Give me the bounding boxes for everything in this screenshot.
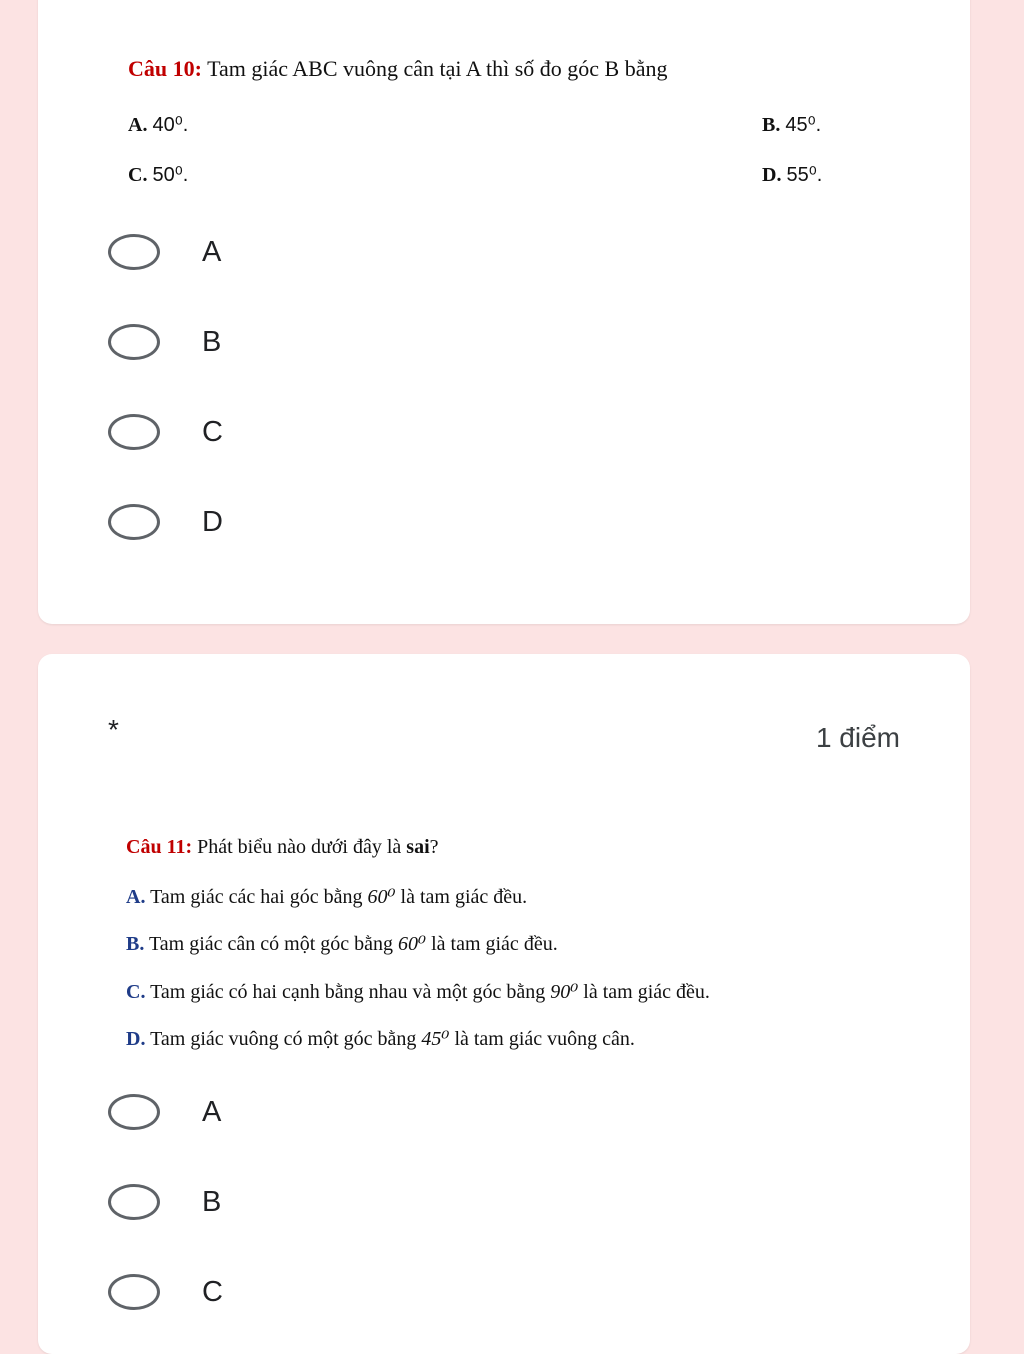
q11-option-a (126, 884, 527, 909)
radio-button[interactable] (108, 324, 160, 360)
q11-option-b-letter: B. (126, 933, 145, 955)
radio-label: C (202, 1275, 223, 1308)
question-10-text (128, 56, 667, 82)
q11-option-b-text-end: là tam giác đều. (426, 933, 558, 955)
q10-choice-c[interactable] (108, 410, 223, 454)
q10-choice-d[interactable] (108, 500, 223, 544)
q10-option-d-letter: D. (762, 164, 782, 186)
q10-option-c-value: 50⁰. (152, 164, 189, 186)
q10-option-d (762, 162, 822, 187)
question-11-prompt-end: ? (429, 836, 439, 858)
q11-choice-b[interactable] (108, 1180, 221, 1224)
points-label: 1 điểm (815, 722, 900, 753)
radio-button[interactable] (108, 1274, 160, 1310)
q11-option-b-text: Tam giác cân có một góc bằng (148, 933, 399, 955)
question-card-11 (38, 654, 970, 1354)
required-asterisk: * (108, 714, 119, 745)
radio-button[interactable] (108, 1094, 160, 1130)
question-10-label: Câu 10: (128, 56, 202, 81)
question-11-label: Câu 11: (126, 836, 193, 858)
q11-choice-a[interactable] (108, 1090, 221, 1134)
q10-option-b-value: 45⁰. (785, 114, 822, 136)
q10-option-c-letter: C. (128, 164, 148, 186)
question-card-10 (38, 0, 970, 624)
q11-option-d-text: Tam giác vuông có một góc bằng (150, 1028, 422, 1050)
question-11-text (126, 836, 439, 859)
q11-option-d-math: 45⁰ (421, 1028, 450, 1050)
q11-option-c (126, 979, 710, 1004)
q10-choice-a[interactable] (108, 230, 221, 274)
q11-choice-c[interactable] (108, 1270, 223, 1314)
radio-button[interactable] (108, 1184, 160, 1220)
q10-option-a-letter: A. (128, 114, 148, 136)
radio-label: B (202, 1185, 222, 1218)
question-11-prompt: Phát biểu nào dưới đây là (197, 836, 407, 858)
radio-label: C (202, 415, 223, 448)
q10-option-d-value: 55⁰. (786, 164, 823, 186)
q11-option-a-letter: A. (126, 886, 146, 908)
radio-label: A (202, 1095, 222, 1128)
q11-option-c-math: 90⁰ (550, 981, 579, 1003)
q11-option-c-text-end: là tam giác đều. (578, 981, 710, 1003)
q11-option-b (126, 931, 558, 956)
q11-option-c-letter: C. (126, 981, 146, 1003)
radio-button[interactable] (108, 414, 160, 450)
q11-option-d (126, 1026, 635, 1051)
q11-option-c-text: Tam giác có hai cạnh bằng nhau và một góc bằng (150, 981, 551, 1003)
q10-option-a (128, 112, 188, 137)
question-10-prompt: Tam giác ABC vuông cân tại A thì số đo góc B bằng (207, 56, 668, 81)
q11-option-a-math: 60⁰ (367, 886, 396, 908)
q10-choice-b[interactable] (108, 320, 221, 364)
q11-option-b-math: 60⁰ (398, 933, 427, 955)
radio-label: A (202, 235, 222, 268)
question-11-emphasis: sai (406, 836, 430, 858)
q11-option-d-letter: D. (126, 1028, 146, 1050)
radio-label: B (202, 325, 222, 358)
q10-option-b (762, 112, 821, 137)
radio-button[interactable] (108, 504, 160, 540)
q11-option-d-text-end: là tam giác vuông cân. (449, 1028, 635, 1050)
radio-button[interactable] (108, 234, 160, 270)
radio-label: D (202, 505, 223, 538)
q11-option-a-text: Tam giác các hai góc bằng (150, 886, 368, 908)
q10-option-a-value: 40⁰. (152, 114, 189, 136)
q10-option-b-letter: B. (762, 114, 781, 136)
q11-option-a-text-end: là tam giác đều. (395, 886, 528, 908)
q10-option-c (128, 162, 188, 187)
